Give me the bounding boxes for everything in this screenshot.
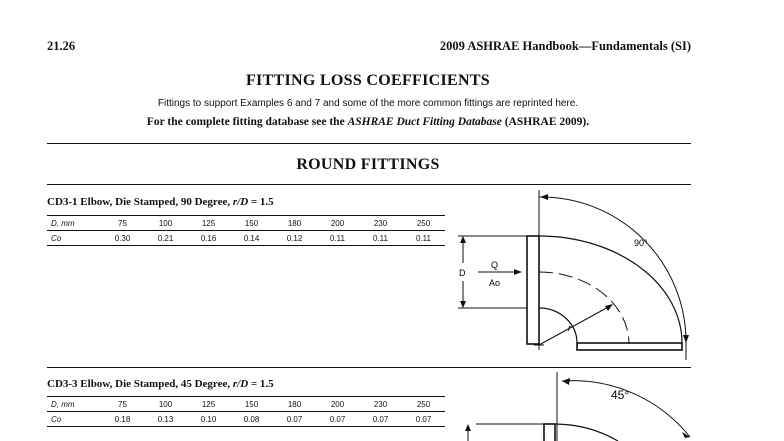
table-cell: 0.14 (230, 231, 273, 246)
intro-text: Fittings to support Examples 6 and 7 and some of the more common fittings are reprinted here. (157, 98, 579, 109)
table-cell: 75 (101, 397, 144, 412)
table-cell: 180 (273, 397, 316, 412)
outer-bend (555, 424, 618, 441)
table-cell: 0.12 (273, 231, 316, 246)
database-note-prefix: For the complete fitting database see the (146, 116, 348, 128)
row-label-diameter: D, mm (47, 397, 101, 412)
table-cell: 0.07 (316, 412, 359, 427)
arrowhead (465, 424, 471, 431)
fitting-title-text: CD3-1 Elbow, Die Stamped, 90 Degree, (47, 196, 233, 208)
section-title: ROUND FITTINGS (296, 156, 440, 173)
table-cell: 0.10 (187, 412, 230, 427)
table-cell: 0.08 (230, 412, 273, 427)
table-cell: 0.16 (187, 231, 230, 246)
table-cell: 75 (101, 216, 144, 231)
table-cell: 125 (187, 397, 230, 412)
fitting-title-ratio: r/D (232, 196, 249, 208)
diameter-label: D (459, 268, 466, 278)
table-cell: 250 (402, 216, 445, 231)
table-cell: 0.11 (402, 231, 445, 246)
table-cell: 100 (144, 397, 187, 412)
table-cell: 0.11 (359, 231, 402, 246)
page-number: 21.26 (47, 39, 76, 53)
table-cell: 100 (144, 216, 187, 231)
running-head: 2009 ASHRAE Handbook—Fundamentals (SI) (439, 39, 691, 53)
row-label-diameter: D, mm (47, 216, 101, 231)
angle-label: 90° (634, 238, 648, 248)
table-cell: 230 (359, 216, 402, 231)
table-cell: 150 (230, 216, 273, 231)
table-cell: 0.07 (273, 412, 316, 427)
area-label: Ao (489, 278, 501, 288)
table-cell: 230 (359, 397, 402, 412)
table-cell: 150 (230, 397, 273, 412)
fitting-title-value: = 1.5 (248, 378, 274, 390)
table-cell: 180 (273, 216, 316, 231)
table-cell: 0.13 (144, 412, 187, 427)
table-cell: 125 (187, 216, 230, 231)
fitting-title-text: CD3-3 Elbow, Die Stamped, 45 Degree, (47, 378, 233, 390)
table-cell: 200 (316, 216, 359, 231)
page-title: FITTING LOSS COEFFICIENTS (245, 72, 490, 89)
angle-label: 45° (611, 388, 630, 402)
radius-label: r (568, 323, 571, 333)
table-cell: 0.07 (402, 412, 445, 427)
database-note-suffix: (ASHRAE 2009). (501, 116, 590, 128)
table-cell: 250 (402, 397, 445, 412)
row-label-loss-coefficient: Co (47, 412, 101, 427)
row-label-loss-coefficient: Co (47, 231, 101, 246)
table-cell: 0.21 (144, 231, 187, 246)
table-cell: 200 (316, 397, 359, 412)
arrowhead (562, 378, 570, 385)
fitting-title-ratio: r/D (232, 378, 249, 390)
database-note-title: ASHRAE Duct Fitting Database (347, 116, 502, 128)
inlet-flange (544, 424, 555, 441)
flow-label: Q (491, 260, 499, 270)
table-cell: 0.30 (101, 231, 144, 246)
table-cell: 0.07 (359, 412, 402, 427)
table-cell: 0.18 (101, 412, 144, 427)
fitting-title-value: = 1.5 (248, 196, 274, 208)
table-cell: 0.11 (316, 231, 359, 246)
